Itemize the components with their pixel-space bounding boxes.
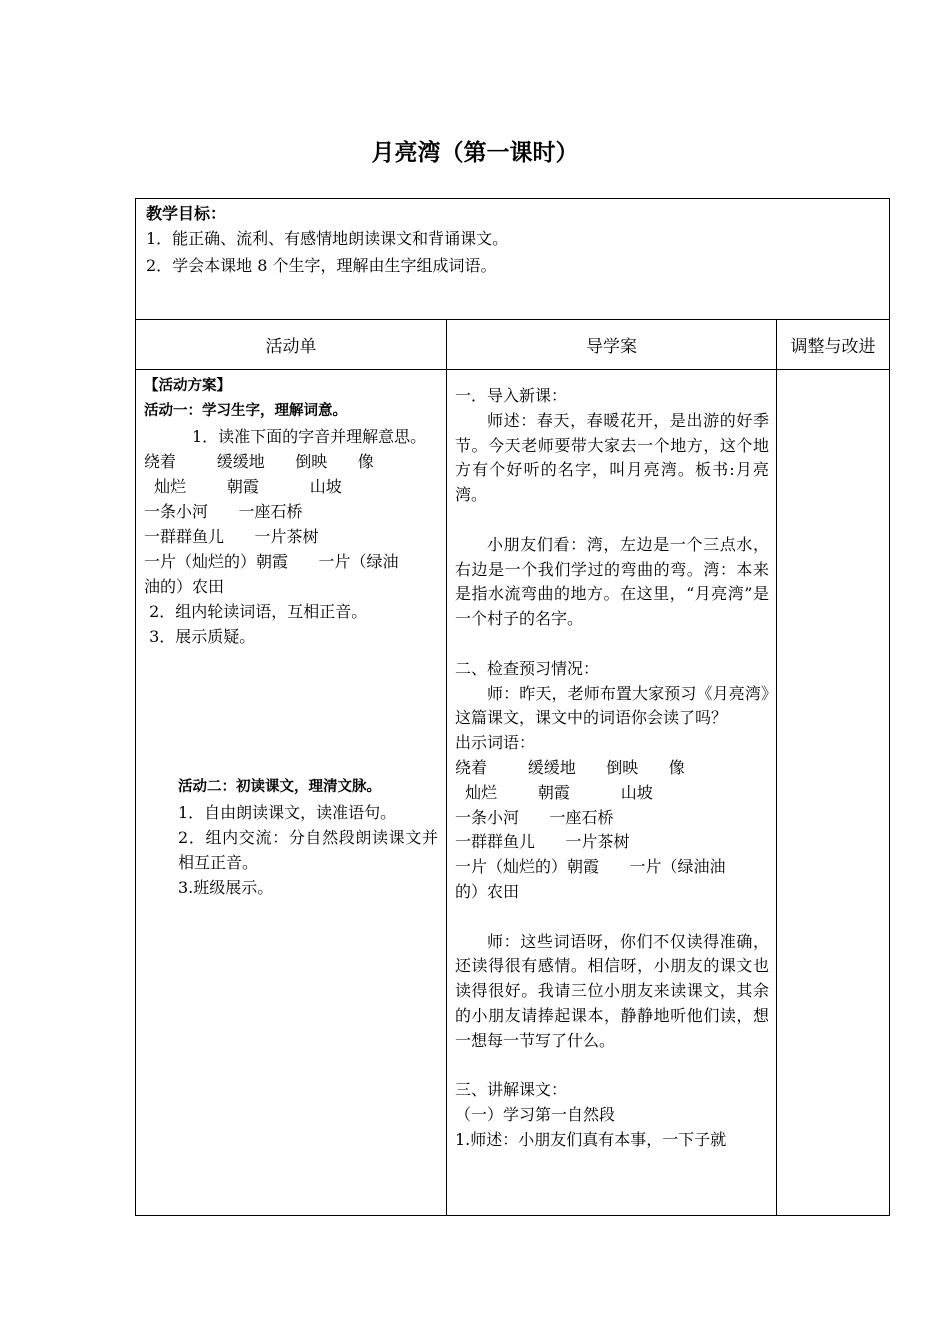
word-line: 一群群鱼儿 一片茶树: [455, 832, 630, 852]
objectives-section: [136, 199, 889, 320]
objective-item: 2．学会本课地 8 个生字，理解由生字组成词语。: [146, 256, 497, 275]
activity-one-title: 活动一：学习生字，理解词意。: [144, 403, 347, 419]
activity-one-step: 1．读准下面的字音并理解意思。: [192, 427, 427, 446]
header-adjust: 调整与改进: [790, 337, 876, 357]
guide-paragraph: 师：昨天，老师布置大家预习《月亮湾》这篇课文，课文中的词语你会读了吗？: [455, 683, 769, 728]
section-three-subtitle: （一）学习第一自然段: [455, 1105, 616, 1125]
word-line: 一群群鱼儿 一片茶树: [144, 527, 319, 546]
word-line: 一条小河 一座石桥: [144, 502, 303, 521]
objective-item: 1．能正确、流利、有感情地朗读课文和背诵课文。: [146, 229, 509, 248]
word-line: 一片（灿烂的）朝霞 一片（绿油: [144, 552, 399, 571]
guide-paragraph: 师：这些词语呀，你们不仅读得准确，还读得很有感情。相信呀，小朋友的课文也读得很好。我请三位小朋友来读课文，其余的小朋友请捧起课本，静静地听他们读，想一想每一节写了什么。: [455, 931, 769, 1050]
word-line: 灿烂 朝霞 山坡: [144, 477, 342, 496]
activity-two-step: 2．组内交流：分自然段朗读课文并相互正音。: [178, 828, 438, 872]
header-guide: 导学案: [586, 337, 637, 357]
section-one-title: 一．导入新课：: [455, 386, 568, 405]
guide-paragraph: 小朋友们看：湾，左边是一个三点水，右边是一个我们学过的弯曲的弯。湾：本来是指水流弯曲的地方。在这里，“月亮湾”是一个村子的名字。: [455, 534, 769, 629]
guide-paragraph: 师述：春天，春暖花开，是出游的好季节。今天老师要带大家去一个地方，这个地方有个好听的名字，叫月亮湾。板书:月亮湾。: [455, 410, 769, 505]
show-words-label: 出示词语：: [455, 733, 536, 753]
activity-one-step: 3．展示质疑。: [144, 627, 256, 646]
activity-two-title: 活动二：初读课文，理清文脉。: [178, 779, 381, 795]
word-line: 一条小河 一座石桥: [455, 807, 614, 827]
section-two-title: 二、检查预习情况：: [455, 658, 600, 678]
adjust-column: [777, 370, 889, 1215]
word-line: 的）农田: [455, 881, 520, 901]
activity-column: [136, 370, 446, 1215]
activity-two-step: 1．自由朗读课文，读准语句。: [178, 803, 397, 822]
word-line: 绕着 缓缓地 倒映 像: [144, 452, 374, 471]
page-title: 月亮湾（第一课时）: [371, 140, 579, 166]
word-line: 绕着 缓缓地 倒映 像: [455, 757, 685, 777]
lesson-table: [135, 198, 890, 1216]
activity-one-step: 2．组内轮读词语，互相正音。: [144, 602, 368, 621]
activity-plan-label: 【活动方案】: [144, 378, 231, 394]
header-activity: 活动单: [265, 337, 317, 357]
word-line: 油的）农田: [144, 577, 225, 596]
activity-two-step: 3.班级展示。: [178, 878, 274, 897]
guide-paragraph: 1.师述：小朋友们真有本事，一下子就: [455, 1129, 727, 1149]
word-line: 灿烂 朝霞 山坡: [455, 782, 653, 802]
section-three-title: 三、讲解课文：: [455, 1080, 568, 1100]
objectives-heading: 教学目标：: [146, 204, 227, 223]
word-line: 一片（灿烂的）朝霞 一片（绿油油: [455, 857, 726, 877]
guide-column: [447, 370, 776, 1215]
